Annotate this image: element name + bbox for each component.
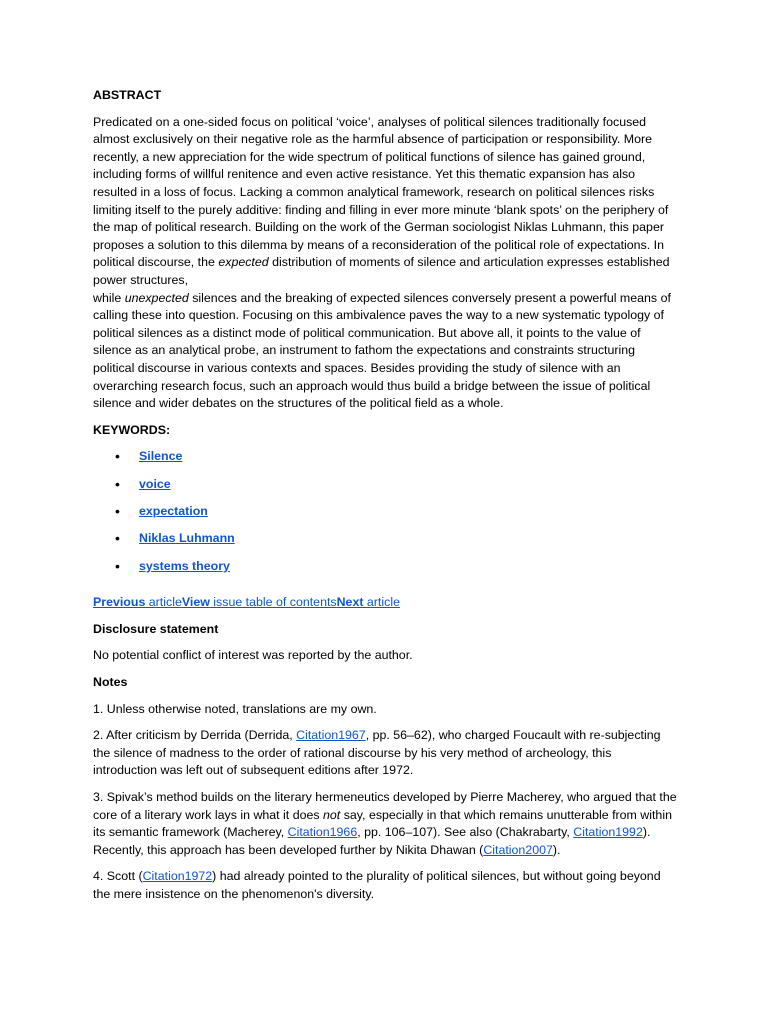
view-issue-toc-link-bold: View xyxy=(181,595,210,610)
note-3-emphasis-not: not xyxy=(323,807,341,822)
citation-link-2007[interactable]: Citation2007 xyxy=(483,842,553,857)
abstract-text-part-2: distribution of moments of silence and articulation expresses established power structures, xyxy=(93,255,670,287)
bullet-icon: • xyxy=(115,448,120,465)
article-page xyxy=(93,87,677,913)
abstract-emphasis-unexpected: unexpected xyxy=(124,290,189,305)
note-1: 1. Unless otherwise noted, translations are my own. xyxy=(93,701,377,716)
note-4-text-b: ) had already pointed to the plurality of political silences, but without going beyond the mere insistence on the phenomenon's diversity. xyxy=(93,869,661,901)
previous-article-link-bold: Previous xyxy=(93,595,146,610)
keyword-link-niklas-luhmann[interactable]: Niklas Luhmann xyxy=(139,531,235,546)
note-3-text-e: ). xyxy=(552,842,561,857)
keyword-item xyxy=(93,530,677,557)
previous-article-link-rest: article xyxy=(145,595,182,610)
disclosure-heading: Disclosure statement xyxy=(93,621,219,636)
abstract-emphasis-expected: expected xyxy=(218,255,269,270)
keywords-list xyxy=(93,448,677,585)
abstract-text-part-4: silences and the breaking of expected silences conversely present a powerful means of calling these into question. Focusing on this ambivalence paves the way to a new systematic typology of political silences as a distinct mode of political communication. But above all, it points to the value of silence as an analytical probe, an instrument to fathom the expectations and constraints structuring political discourse in various contexts and spaces. Besides providing the study of silence with an overarching research focus, such an approach would thus build a bridge between the issue of political silence and wider debates on the structures of the political field as a whole. xyxy=(93,290,671,411)
abstract-text-part-3: while xyxy=(93,290,125,305)
bullet-icon: • xyxy=(115,557,120,574)
abstract-text xyxy=(93,114,677,413)
note-3-text-c: , pp. 106–107). See also (Chakrabarty, xyxy=(357,825,574,840)
notes-heading: Notes xyxy=(93,675,128,690)
keyword-link-silence[interactable]: Silence xyxy=(139,449,183,464)
note-2 xyxy=(93,727,677,780)
bullet-icon: • xyxy=(115,475,120,492)
abstract-text-part-1: Predicated on a one-sided focus on political ‘voice’, analyses of political silences traditionally focused almost exclusively on their negative role as the harmful absence of participation or responsibility. More recently, a new appreciation for the wide spectrum of political functions of silence has gained ground, including forms of willful renitence and even active resistance. Yet this thematic expansion has also resulted in a loss of focus. Lacking a common analytical framework, research on political silences risks limiting itself to the purely additive: finding and filling in ever more minute ‘blank spots’ on the periphery of the map of political research. Building on the work of the German sociologist Niklas Luhmann, this paper proposes a solution to this dilemma by means of a reconsideration of the political role of expectations. In political discourse, the xyxy=(93,114,669,270)
keywords-heading: KEYWORDS: xyxy=(93,422,171,437)
view-issue-toc-link[interactable] xyxy=(182,595,337,609)
note-3 xyxy=(93,789,677,859)
previous-article-link[interactable] xyxy=(93,595,182,609)
abstract-heading: ABSTRACT xyxy=(93,88,162,102)
keyword-item xyxy=(93,476,677,503)
note-3-text-b: say, especially in that which remains unutterable from within its semantic framework (Macherey, xyxy=(93,807,672,840)
keyword-item xyxy=(93,558,677,585)
disclosure-text: No potential conflict of interest was reported by the author. xyxy=(93,648,413,663)
keyword-item xyxy=(93,503,677,530)
note-2-text-b: , pp. 56–62), who charged Foucault with re-subjecting the silence of madness to the order of rational discourse by his very method of archeology, this introduction was left out of subsequent editions after 1972. xyxy=(93,728,661,778)
bullet-icon: • xyxy=(115,503,120,520)
bullet-icon: • xyxy=(115,530,120,547)
citation-link-1967[interactable]: Citation1967 xyxy=(296,728,366,743)
citation-link-1992[interactable]: Citation1992 xyxy=(573,825,643,840)
citation-link-1966[interactable]: Citation1966 xyxy=(287,825,358,840)
next-article-link[interactable] xyxy=(337,595,400,609)
keyword-link-systems-theory[interactable]: systems theory xyxy=(139,558,230,573)
note-3-text-d: ). Recently, this approach has been developed further by Nikita Dhawan ( xyxy=(93,825,651,857)
note-4-text-a: 4. Scott ( xyxy=(93,869,143,884)
next-article-link-bold: Next xyxy=(336,595,364,610)
keyword-link-voice[interactable]: voice xyxy=(139,476,171,491)
keyword-link-expectation[interactable]: expectation xyxy=(139,504,208,519)
note-4 xyxy=(93,868,677,903)
article-navigation xyxy=(93,594,677,612)
citation-link-1972[interactable]: Citation1972 xyxy=(142,869,213,884)
view-issue-toc-link-rest: issue table of contents xyxy=(209,595,337,610)
note-3-text-a: 3. Spivak’s method builds on the literary hermeneutics developed by Pierre Macherey, who argued that the core of a literary work lays in what it does xyxy=(93,789,677,822)
next-article-link-rest: article xyxy=(363,595,400,610)
keyword-item xyxy=(93,448,677,475)
note-2-text-a: 2. After criticism by Derrida (Derrida, xyxy=(93,728,297,743)
